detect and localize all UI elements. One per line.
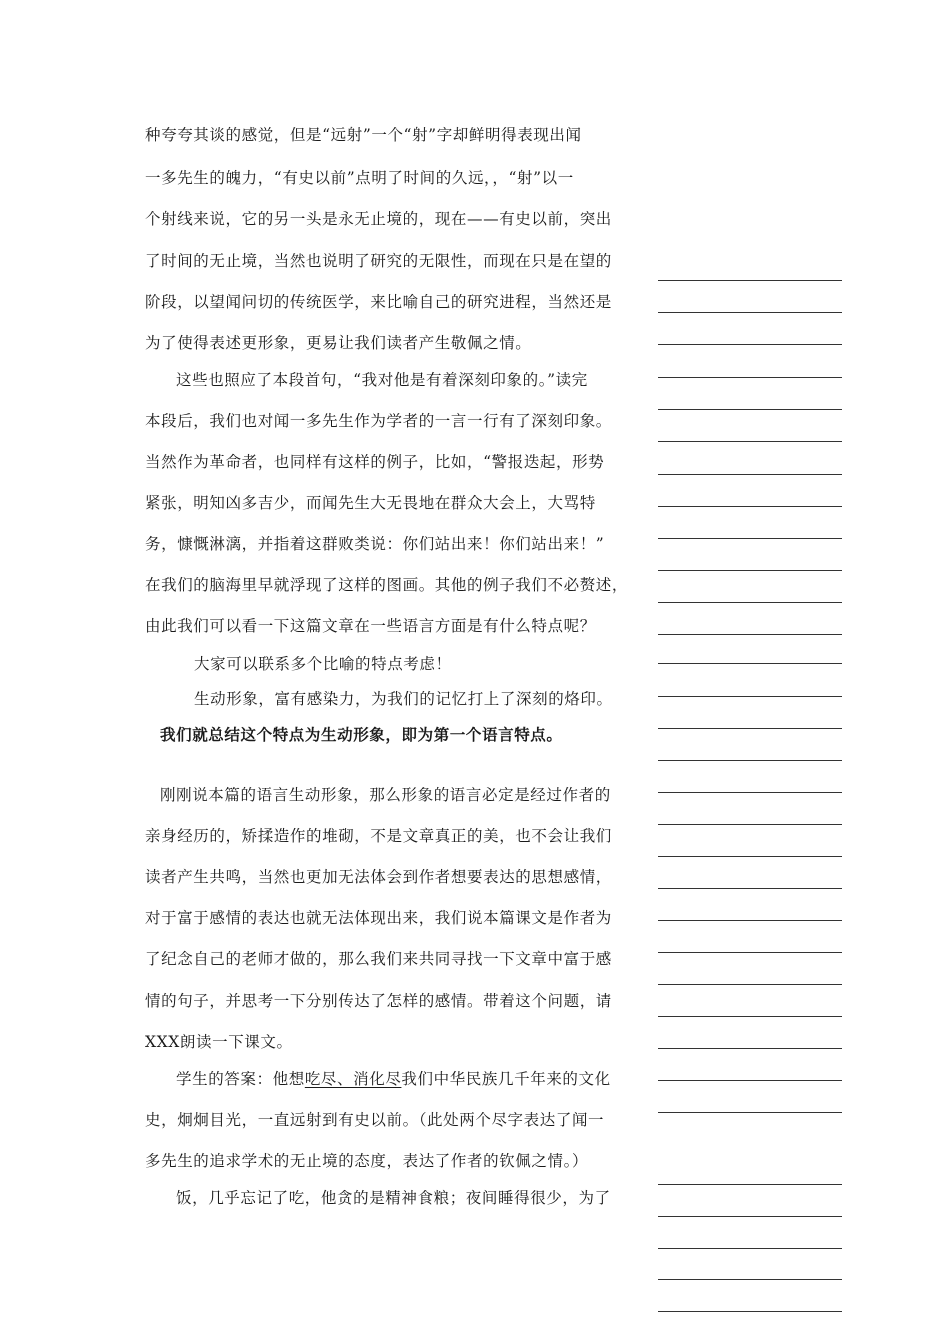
text-line: 了纪念自己的老师才做的，那么我们来共同寻找一下文章中富于感 xyxy=(145,950,612,968)
text-line: 当然作为革命者，也同样有这样的例子，比如，“警报迭起，形势 xyxy=(145,453,605,471)
note-line xyxy=(658,1279,842,1280)
note-line xyxy=(658,856,842,857)
note-line xyxy=(658,1184,842,1185)
note-line xyxy=(658,570,842,571)
text-line: 亲身经历的，矫揉造作的堆砌，不是文章真正的美，也不会让我们 xyxy=(145,827,612,845)
answer-prefix: 学生的答案：他想 xyxy=(176,1070,305,1088)
note-line xyxy=(658,538,842,539)
note-line xyxy=(658,824,842,825)
answer-underlined: 吃尽、消化尽 xyxy=(304,1070,402,1088)
note-line xyxy=(658,1080,842,1081)
note-line xyxy=(658,792,842,793)
note-line xyxy=(658,344,842,345)
student-answer-line xyxy=(176,1069,611,1089)
text-line: 个射线来说，它的另一头是永无止境的，现在——有史以前，突出 xyxy=(145,210,612,228)
text-line: 务，慷慨淋漓，并指着这群败类说：你们站出来！你们站出来！” xyxy=(145,535,605,553)
note-line xyxy=(658,1112,842,1113)
note-line xyxy=(658,663,842,664)
note-line xyxy=(658,441,842,442)
text-line: 阶段，以望闻问切的传统医学，来比喻自己的研究进程，当然还是 xyxy=(145,293,612,311)
note-line xyxy=(658,760,842,761)
text-line: 本段后，我们也对闻一多先生作为学者的一言一行有了深刻印象。 xyxy=(145,412,612,430)
text-line: XXX朗读一下课文。 xyxy=(145,1033,293,1051)
text-line: 读者产生共鸣，当然也更加无法体会到作者想要表达的思想感情， xyxy=(145,868,612,886)
note-line xyxy=(658,377,842,378)
note-line xyxy=(658,1311,842,1312)
answer-suffix: 我们中华民族几千年来的文化 xyxy=(401,1070,611,1088)
text-line: 多先生的追求学术的无止境的态度，表达了作者的钦佩之情。） xyxy=(145,1152,589,1170)
note-line xyxy=(658,602,842,603)
note-line xyxy=(658,1248,842,1249)
text-line: 刚刚说本篇的语言生动形象，那么形象的语言必定是经过作者的 xyxy=(160,786,611,804)
text-line: 史，炯炯目光，一直远射到有史以前。（此处两个尽字表达了闻一 xyxy=(145,1111,605,1129)
note-line xyxy=(658,280,842,281)
note-line xyxy=(658,1016,842,1017)
note-line xyxy=(658,696,842,697)
text-line: 大家可以联系多个比喻的特点考虑！ xyxy=(194,655,452,673)
note-line xyxy=(658,506,842,507)
text-line: 紧张，明知凶多吉少，而闻先生大无畏地在群众大会上，大骂特 xyxy=(145,494,596,512)
text-line: 情的句子，并思考一下分别传达了怎样的感情。带着这个问题，请 xyxy=(145,992,612,1010)
text-line: 一多先生的魄力，“有史以前”点明了时间的久远，，“射”以一 xyxy=(145,169,574,187)
text-line: 种夸夸其谈的感觉，但是“远射”一个“射”字却鲜明得表现出闻 xyxy=(145,126,582,144)
text-line: 在我们的脑海里早就浮现了这样的图画。其他的例子我们不必赘述， xyxy=(145,576,629,594)
text-line: 由此我们可以看一下这篇文章在一些语言方面是有什么特点呢？ xyxy=(145,617,596,635)
note-line xyxy=(658,728,842,729)
text-line: 为了使得表述更形象，更易让我们读者产生敬佩之情。 xyxy=(145,334,532,352)
note-line xyxy=(658,634,842,635)
note-line xyxy=(658,1216,842,1217)
text-line: 这些也照应了本段首句，“我对他是有着深刻印象的。”读完 xyxy=(176,371,588,389)
note-line xyxy=(658,984,842,985)
note-line xyxy=(658,409,842,410)
note-line xyxy=(658,474,842,475)
note-line xyxy=(658,1048,842,1049)
text-line: 生动形象，富有感染力，为我们的记忆打上了深刻的烙印。 xyxy=(194,690,613,708)
note-line xyxy=(658,888,842,889)
note-line xyxy=(658,920,842,921)
text-line: 了时间的无止境，当然也说明了研究的无限性，而现在只是在望的 xyxy=(145,252,612,270)
note-line xyxy=(658,952,842,953)
summary-heading: 我们就总结这个特点为生动形象，即为第一个语言特点。 xyxy=(160,725,563,744)
text-line: 对于富于感情的表达也就无法体现出来，我们说本篇课文是作者为 xyxy=(145,909,612,927)
text-line: 饭，几乎忘记了吃，他贪的是精神食粮；夜间睡得很少，为了 xyxy=(176,1189,611,1207)
note-line xyxy=(658,312,842,313)
